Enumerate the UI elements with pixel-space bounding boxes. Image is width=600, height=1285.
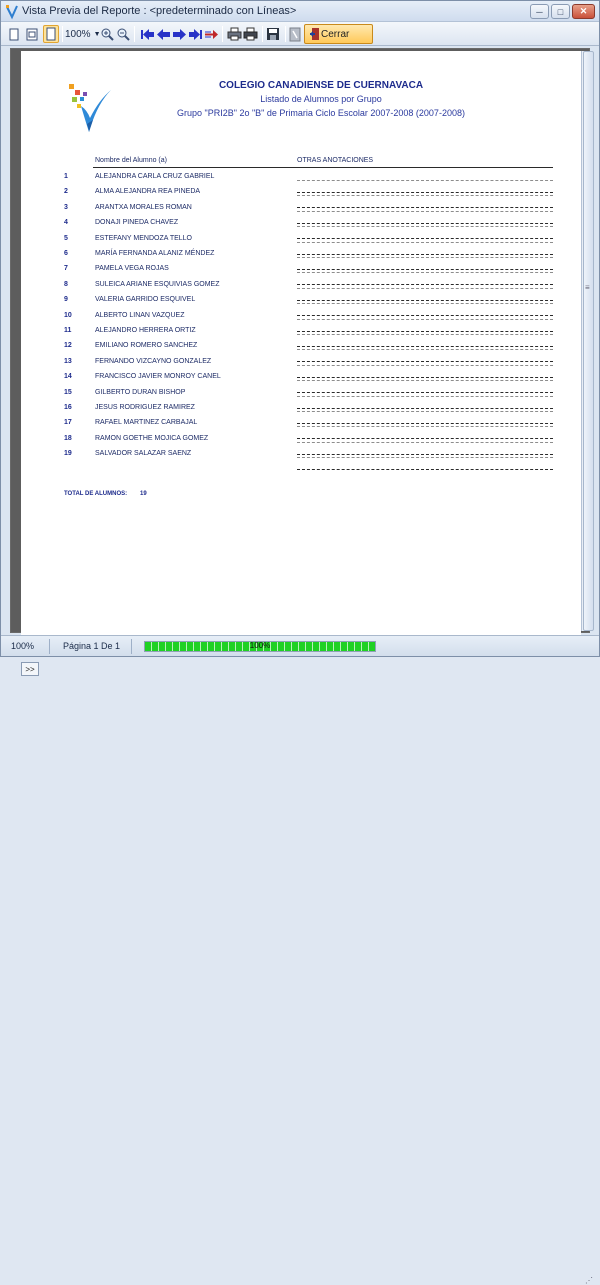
zoom-out-icon[interactable] bbox=[116, 25, 130, 43]
student-number: 2 bbox=[64, 188, 68, 196]
student-row bbox=[21, 281, 581, 296]
student-row bbox=[21, 188, 581, 203]
window-title: Vista Previa del Reporte : <predeterminado con Líneas> bbox=[22, 5, 297, 17]
student-row bbox=[21, 250, 581, 265]
group-description: Grupo "PRI2B" 2o "B" de Primaria Ciclo Escolar 2007-2008 (2007-2008) bbox=[177, 108, 465, 118]
column-header-notes: OTRAS ANOTACIONES bbox=[297, 157, 374, 164]
toolbar-separator bbox=[285, 26, 286, 42]
notes-line bbox=[297, 195, 553, 196]
student-number: 11 bbox=[64, 327, 72, 334]
toolbar bbox=[1, 22, 599, 46]
student-name: SALVADOR SALAZAR SAENZ bbox=[95, 450, 192, 458]
single-page-icon[interactable] bbox=[7, 25, 21, 43]
student-name: ALEJANDRO HERRERA ORTIZ bbox=[95, 327, 196, 334]
door-exit-icon bbox=[310, 28, 320, 40]
school-logo bbox=[69, 84, 113, 134]
chevron-down-icon: ▼ bbox=[93, 30, 101, 38]
grip-icon: ≡ bbox=[585, 283, 590, 292]
student-name: FERNANDO VIZCAYNO GONZALEZ bbox=[95, 357, 212, 365]
notes-line bbox=[297, 349, 553, 350]
notes-line bbox=[297, 380, 553, 381]
notes-line bbox=[297, 226, 553, 227]
status-separator bbox=[131, 639, 132, 654]
student-row bbox=[21, 404, 581, 419]
student-number: 8 bbox=[64, 280, 68, 288]
student-row bbox=[21, 296, 581, 311]
student-number: 18 bbox=[64, 434, 72, 442]
report-page bbox=[21, 51, 581, 651]
notes-line bbox=[297, 442, 553, 443]
progress-bar bbox=[144, 641, 376, 652]
student-number: 12 bbox=[64, 342, 72, 350]
goto-page-icon[interactable] bbox=[204, 25, 218, 43]
student-number: 10 bbox=[64, 311, 72, 319]
notes-line bbox=[297, 469, 553, 470]
save-icon[interactable] bbox=[266, 25, 280, 43]
toolbar-separator bbox=[222, 26, 223, 42]
student-name: FRANCISCO JAVIER MONROY CANEL bbox=[95, 373, 221, 381]
student-number: 16 bbox=[64, 404, 72, 411]
student-row bbox=[21, 435, 581, 450]
student-number: 1 bbox=[64, 173, 68, 180]
student-name: ALEJANDRA CARLA CRUZ GABRIEL bbox=[95, 173, 215, 180]
column-header-name: Nombre del Alumno (a) bbox=[95, 157, 167, 164]
export-icon[interactable] bbox=[289, 25, 301, 43]
notes-line bbox=[297, 319, 553, 320]
first-page-icon[interactable] bbox=[140, 25, 154, 43]
zoom-in-icon[interactable] bbox=[100, 25, 114, 43]
close-report-button[interactable] bbox=[304, 24, 373, 44]
scrollbar-thumb[interactable] bbox=[583, 51, 594, 631]
notes-line bbox=[297, 303, 553, 304]
student-number: 7 bbox=[64, 265, 68, 273]
minimize-button[interactable]: ─ bbox=[530, 4, 549, 19]
student-name: MARÍA FERNANDA ALANIZ MÉNDEZ bbox=[95, 250, 215, 257]
student-number: 17 bbox=[64, 419, 72, 427]
student-row bbox=[21, 235, 581, 250]
student-row bbox=[21, 312, 581, 327]
notes-line bbox=[297, 457, 553, 458]
student-name: ESTEFANY MENDOZA TELLO bbox=[95, 234, 192, 242]
expand-panel-button[interactable]: >> bbox=[21, 662, 39, 676]
student-row bbox=[21, 219, 581, 234]
report-subtitle: Listado de Alumnos por Grupo bbox=[260, 94, 382, 104]
student-name: ARANTXA MORALES ROMAN bbox=[95, 203, 192, 211]
student-name: JESUS RODRIGUEZ RAMIREZ bbox=[95, 404, 195, 411]
toolbar-separator bbox=[62, 26, 63, 42]
status-page-info: Página 1 De 1 bbox=[63, 641, 121, 651]
school-name: COLEGIO CANADIENSE DE CUERNAVACA bbox=[218, 80, 424, 91]
student-name: EMILIANO ROMERO SANCHEZ bbox=[95, 342, 198, 350]
student-number: 5 bbox=[64, 234, 68, 242]
student-row bbox=[21, 204, 581, 219]
close-report-label: Cerrar bbox=[321, 28, 350, 40]
notes-line bbox=[297, 257, 553, 258]
student-name: VALERIA GARRIDO ESQUIVEL bbox=[95, 296, 196, 304]
page-width-icon[interactable] bbox=[43, 25, 59, 43]
status-bar bbox=[1, 635, 599, 1285]
notes-line bbox=[297, 334, 553, 335]
student-row bbox=[21, 389, 581, 404]
student-name: SULEICA ARIANE ESQUIVIAS GOMEZ bbox=[95, 280, 220, 288]
status-zoom: 100% bbox=[11, 641, 35, 651]
notes-line bbox=[297, 242, 553, 243]
student-number: 14 bbox=[64, 373, 72, 381]
student-row bbox=[21, 327, 581, 342]
student-number: 15 bbox=[64, 388, 72, 396]
notes-line bbox=[297, 411, 553, 412]
student-number: 19 bbox=[64, 450, 72, 458]
total-label: TOTAL DE ALUMNOS: bbox=[64, 491, 128, 497]
student-number: 6 bbox=[64, 250, 68, 257]
student-name: RAFAEL MARTINEZ CARBAJAL bbox=[95, 419, 198, 427]
next-page-icon[interactable] bbox=[172, 25, 186, 43]
toolbar-separator bbox=[262, 26, 263, 42]
student-name: ALBERTO LINAN VAZQUEZ bbox=[95, 311, 185, 319]
student-row bbox=[21, 342, 581, 357]
resize-grip-icon[interactable]: ⋰ bbox=[585, 1276, 593, 1285]
notes-line bbox=[297, 288, 553, 289]
student-row bbox=[21, 358, 581, 373]
student-number: 9 bbox=[64, 296, 68, 304]
zoom-select[interactable] bbox=[65, 25, 99, 43]
student-row bbox=[21, 450, 581, 465]
student-row bbox=[21, 419, 581, 434]
notes-line bbox=[297, 180, 553, 181]
notes-line bbox=[297, 365, 553, 366]
vertical-scrollbar[interactable] bbox=[581, 51, 594, 631]
previous-page-icon[interactable] bbox=[156, 25, 170, 43]
app-icon bbox=[6, 5, 18, 18]
print-setup-icon[interactable] bbox=[227, 25, 241, 43]
header-divider bbox=[93, 167, 553, 168]
two-page-icon[interactable] bbox=[24, 25, 40, 43]
student-name: GILBERTO DURAN BISHOP bbox=[95, 388, 186, 396]
student-row bbox=[21, 373, 581, 388]
student-number: 13 bbox=[64, 357, 72, 365]
student-row bbox=[21, 173, 581, 188]
maximize-button[interactable]: □ bbox=[551, 4, 570, 19]
student-row bbox=[21, 265, 581, 280]
notes-line bbox=[297, 272, 553, 273]
student-name: RAMON GOETHE MOJICA GOMEZ bbox=[95, 434, 209, 442]
student-number: 4 bbox=[64, 219, 68, 227]
notes-line bbox=[297, 426, 553, 427]
notes-line bbox=[297, 211, 553, 212]
progress-text: 100% bbox=[249, 641, 271, 650]
toolbar-separator bbox=[134, 26, 135, 42]
title-bar[interactable] bbox=[1, 1, 599, 22]
student-name: PAMELA VEGA ROJAS bbox=[95, 265, 169, 273]
notes-line bbox=[297, 396, 553, 397]
zoom-value: 100% bbox=[65, 28, 91, 40]
student-name: ALMA ALEJANDRA REA PINEDA bbox=[95, 188, 201, 196]
total-value: 19 bbox=[140, 491, 147, 497]
last-page-icon[interactable] bbox=[188, 25, 202, 43]
status-separator bbox=[49, 639, 50, 654]
student-name: DONAJI PINEDA CHAVEZ bbox=[95, 219, 179, 227]
close-window-button[interactable]: ✕ bbox=[572, 4, 595, 19]
student-number: 3 bbox=[64, 203, 68, 211]
print-icon[interactable] bbox=[243, 25, 257, 43]
